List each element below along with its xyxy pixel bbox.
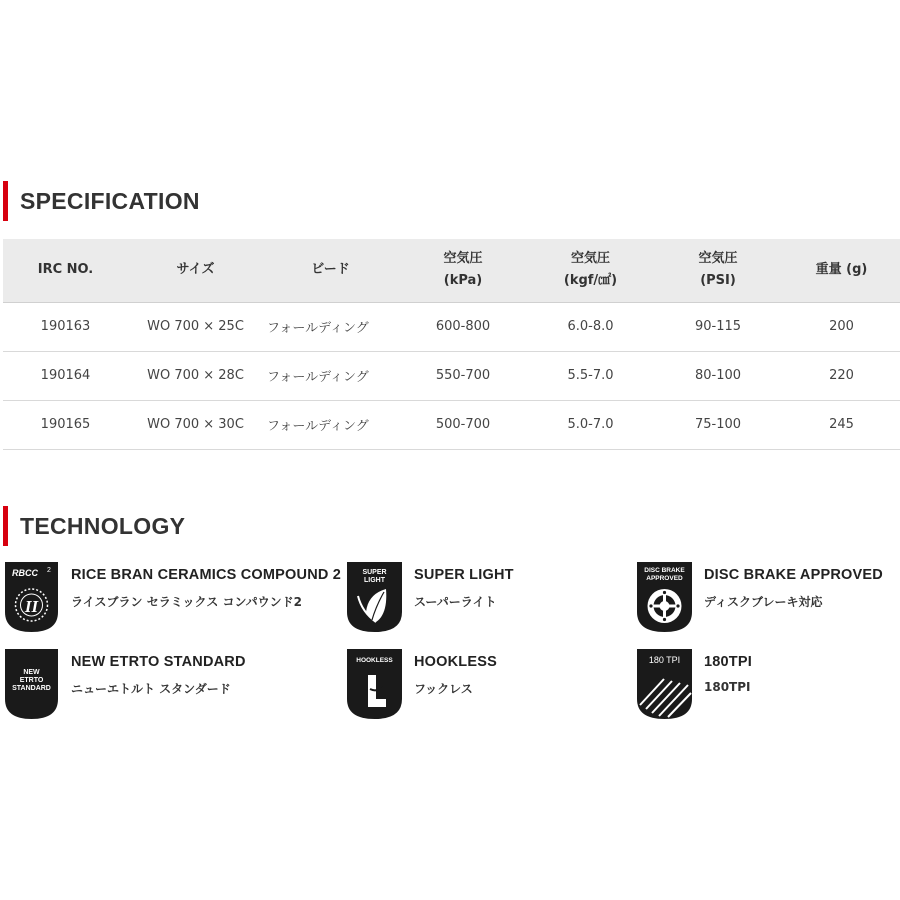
col-header-irc-no: IRC NO. [3, 239, 128, 302]
cell-irc-no: 190163 [3, 302, 128, 351]
accent-bar [3, 181, 8, 221]
technology-heading [3, 506, 185, 546]
svg-text:II: II [24, 597, 39, 616]
disc-brake-rotor-icon [636, 562, 693, 632]
cell-size: WO 700 × 28C [128, 351, 263, 400]
svg-text:DISC BRAKE: DISC BRAKE [644, 567, 685, 574]
cell-kpa: 600-800 [398, 302, 528, 351]
hookless-rim-icon [346, 649, 403, 719]
tech-subtitle: スーパーライト [414, 595, 497, 609]
cell-size: WO 700 × 30C [128, 400, 263, 449]
180tpi-casing-icon [636, 649, 693, 719]
tech-title: NEW ETRTO STANDARD [71, 654, 246, 670]
tech-title: DISC BRAKE APPROVED [704, 567, 883, 583]
rbcc2-badge-icon [3, 562, 60, 632]
svg-text:SUPER: SUPER [362, 569, 387, 576]
tech-item-180tpi [636, 649, 752, 719]
cell-weight: 220 [783, 351, 900, 400]
tech-item-rbcc2 [3, 562, 341, 632]
cell-weight: 200 [783, 302, 900, 351]
new-etrto-standard-icon [3, 649, 60, 719]
table-row [3, 302, 900, 351]
cell-bead: フォールディング [263, 351, 398, 400]
col-header-size: サイズ [128, 239, 263, 302]
svg-text:ETRTO: ETRTO [19, 677, 44, 684]
tech-item-super-light [346, 562, 514, 632]
tech-title: SUPER LIGHT [414, 567, 514, 583]
specification-heading [3, 181, 200, 221]
cell-kpa: 550-700 [398, 351, 528, 400]
tech-subtitle: ライスブラン セラミックス コンパウンド2 [71, 595, 303, 609]
specification-table [3, 239, 900, 450]
cell-irc-no: 190165 [3, 400, 128, 449]
cell-weight: 245 [783, 400, 900, 449]
cell-bead: フォールディング [263, 400, 398, 449]
col-header-pressure-psi: 空気圧 (PSI) [653, 239, 783, 302]
cell-kgf: 5.5-7.0 [528, 351, 653, 400]
svg-text:2: 2 [47, 567, 51, 574]
tech-subtitle: ニューエトルト スタンダード [71, 682, 231, 696]
section-title: SPECIFICATION [20, 187, 200, 214]
table-row [3, 351, 900, 400]
cell-bead: フォールディング [263, 302, 398, 351]
tech-subtitle: フックレス [414, 682, 473, 696]
tech-title: 180TPI [704, 654, 752, 670]
svg-text:NEW: NEW [23, 669, 40, 676]
tech-subtitle: 180TPI [704, 680, 751, 694]
col-header-pressure-kgf: 空気圧 (kgf/㎠) [528, 239, 653, 302]
cell-psi: 80-100 [653, 351, 783, 400]
svg-text:RBCC: RBCC [12, 568, 38, 578]
col-header-bead: ビード [263, 239, 398, 302]
tech-item-new-etrto [3, 649, 246, 719]
svg-text:180 TPI: 180 TPI [648, 655, 681, 665]
tech-title: HOOKLESS [414, 654, 497, 670]
cell-kpa: 500-700 [398, 400, 528, 449]
cell-irc-no: 190164 [3, 351, 128, 400]
svg-text:STANDARD: STANDARD [12, 685, 51, 692]
col-header-pressure-kpa: 空気圧 (kPa) [398, 239, 528, 302]
cell-size: WO 700 × 25C [128, 302, 263, 351]
super-light-feather-icon [346, 562, 403, 632]
cell-psi: 90-115 [653, 302, 783, 351]
section-title: TECHNOLOGY [20, 512, 186, 539]
tech-title: RICE BRAN CERAMICS COMPOUND 2 [71, 567, 342, 583]
col-header-weight: 重量 (g) [783, 239, 900, 302]
cell-kgf: 6.0-8.0 [528, 302, 653, 351]
table-header-row [3, 239, 900, 302]
tech-subtitle: ディスクブレーキ対応 [704, 595, 823, 609]
cell-kgf: 5.0-7.0 [528, 400, 653, 449]
cell-psi: 75-100 [653, 400, 783, 449]
table-row [3, 400, 900, 449]
accent-bar [3, 506, 8, 546]
tech-item-hookless [346, 649, 497, 719]
svg-text:LIGHT: LIGHT [364, 577, 385, 584]
svg-text:HOOKLESS: HOOKLESS [356, 657, 393, 664]
svg-text:APPROVED: APPROVED [646, 575, 683, 582]
tech-item-disc-brake [636, 562, 883, 632]
